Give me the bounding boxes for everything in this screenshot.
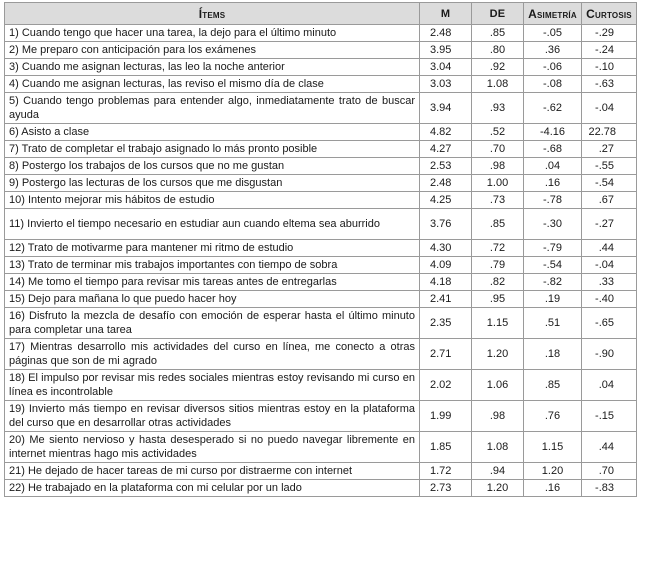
value-de: 1.15 xyxy=(472,308,524,339)
value-m: 1.72 xyxy=(420,463,472,480)
value-curtosis: -.54 xyxy=(582,175,637,192)
value-de: .82 xyxy=(472,274,524,291)
header-asimetria: Asimetría xyxy=(524,3,582,25)
value-de: .79 xyxy=(472,257,524,274)
statistics-table xyxy=(4,2,637,497)
table-row xyxy=(5,59,637,76)
value-m: 1.99 xyxy=(420,401,472,432)
value-de: .85 xyxy=(472,25,524,42)
item-text: 1) Cuando tengo que hacer una tarea, la dejo para el último minuto xyxy=(5,25,420,42)
value-curtosis: -.27 xyxy=(582,209,637,240)
value-curtosis: .67 xyxy=(582,192,637,209)
value-m: 3.03 xyxy=(420,76,472,93)
header-curtosis: Curtosis xyxy=(582,3,637,25)
value-de: .98 xyxy=(472,401,524,432)
table-row xyxy=(5,158,637,175)
value-de: .72 xyxy=(472,240,524,257)
value-m: 3.04 xyxy=(420,59,472,76)
item-text: 3) Cuando me asignan lecturas, las leo la noche anterior xyxy=(5,59,420,76)
table-row xyxy=(5,93,637,124)
value-curtosis: -.10 xyxy=(582,59,637,76)
value-de: 1.06 xyxy=(472,370,524,401)
value-asimetria: -.62 xyxy=(524,93,582,124)
table-row xyxy=(5,76,637,93)
value-m: 2.73 xyxy=(420,480,472,497)
value-de: 1.08 xyxy=(472,76,524,93)
item-text: 15) Dejo para mañana lo que puedo hacer hoy xyxy=(5,291,420,308)
value-asimetria: 1.15 xyxy=(524,432,582,463)
value-m: 3.76 xyxy=(420,209,472,240)
item-text: 13) Trato de terminar mis trabajos importantes con tiempo de sobra xyxy=(5,257,420,274)
table-row xyxy=(5,432,637,463)
value-m: 2.35 xyxy=(420,308,472,339)
value-curtosis: -.90 xyxy=(582,339,637,370)
value-asimetria: .36 xyxy=(524,42,582,59)
value-asimetria: .16 xyxy=(524,480,582,497)
value-asimetria: .51 xyxy=(524,308,582,339)
value-de: 1.00 xyxy=(472,175,524,192)
item-text: 19) Invierto más tiempo en revisar diversos sitios mientras estoy en la plataforma del curso que en desarrollar otras actividades xyxy=(5,401,420,432)
value-asimetria: -.82 xyxy=(524,274,582,291)
value-m: 2.48 xyxy=(420,175,472,192)
item-text: 20) Me siento nervioso y hasta desesperado si no puedo navegar libremente en internet mientras hago mis actividades xyxy=(5,432,420,463)
item-text: 10) Intento mejorar mis hábitos de estudio xyxy=(5,192,420,209)
value-m: 2.48 xyxy=(420,25,472,42)
value-de: .94 xyxy=(472,463,524,480)
value-m: 4.82 xyxy=(420,124,472,141)
item-text: 9) Postergo las lecturas de los cursos que me disgustan xyxy=(5,175,420,192)
item-text: 5) Cuando tengo problemas para entender algo, inmediatamente trato de buscar ayuda xyxy=(5,93,420,124)
value-m: 2.02 xyxy=(420,370,472,401)
value-curtosis: .70 xyxy=(582,463,637,480)
table-row xyxy=(5,124,637,141)
item-text: 14) Me tomo el tiempo para revisar mis tareas antes de entregarlas xyxy=(5,274,420,291)
value-curtosis: .44 xyxy=(582,432,637,463)
item-text: 12) Trato de motivarme para mantener mi ritmo de estudio xyxy=(5,240,420,257)
table-row xyxy=(5,25,637,42)
value-asimetria: .85 xyxy=(524,370,582,401)
item-text: 18) El impulso por revisar mis redes sociales mientras estoy revisando mi curso en línea es incontrolable xyxy=(5,370,420,401)
table-row xyxy=(5,339,637,370)
table-row xyxy=(5,257,637,274)
value-de: .95 xyxy=(472,291,524,308)
item-text: 2) Me preparo con anticipación para los exámenes xyxy=(5,42,420,59)
value-asimetria: 1.20 xyxy=(524,463,582,480)
value-de: 1.20 xyxy=(472,480,524,497)
table-row xyxy=(5,291,637,308)
header-items: Ítems xyxy=(5,3,420,25)
table-row xyxy=(5,141,637,158)
header-row xyxy=(5,3,637,25)
value-de: 1.08 xyxy=(472,432,524,463)
item-text: 6) Asisto a clase xyxy=(5,124,420,141)
value-de: .92 xyxy=(472,59,524,76)
value-curtosis: -.40 xyxy=(582,291,637,308)
value-de: .70 xyxy=(472,141,524,158)
value-curtosis: .33 xyxy=(582,274,637,291)
item-text: 17) Mientras desarrollo mis actividades del curso en línea, me conecto a otras páginas que son de mi agrado xyxy=(5,339,420,370)
value-m: 4.18 xyxy=(420,274,472,291)
value-asimetria: .04 xyxy=(524,158,582,175)
value-curtosis: -.04 xyxy=(582,257,637,274)
value-curtosis: -.63 xyxy=(582,76,637,93)
value-m: 2.53 xyxy=(420,158,472,175)
value-asimetria: -4.16 xyxy=(524,124,582,141)
value-curtosis: .44 xyxy=(582,240,637,257)
header-de: DE xyxy=(472,3,524,25)
item-text: 11) Invierto el tiempo necesario en estudiar aun cuando eltema sea aburrido xyxy=(5,209,420,240)
item-text: 21) He dejado de hacer tareas de mi curso por distraerme con internet xyxy=(5,463,420,480)
value-curtosis: -.55 xyxy=(582,158,637,175)
table-row xyxy=(5,192,637,209)
value-asimetria: -.30 xyxy=(524,209,582,240)
value-curtosis: .04 xyxy=(582,370,637,401)
value-asimetria: .19 xyxy=(524,291,582,308)
value-asimetria: -.06 xyxy=(524,59,582,76)
item-text: 7) Trato de completar el trabajo asignado lo más pronto posible xyxy=(5,141,420,158)
table-row xyxy=(5,480,637,497)
item-text: 22) He trabajado en la plataforma con mi celular por un lado xyxy=(5,480,420,497)
value-m: 4.09 xyxy=(420,257,472,274)
value-curtosis: .27 xyxy=(582,141,637,158)
value-m: 4.25 xyxy=(420,192,472,209)
table-row xyxy=(5,401,637,432)
table-row xyxy=(5,42,637,59)
value-de: 1.20 xyxy=(472,339,524,370)
value-m: 2.41 xyxy=(420,291,472,308)
table-row xyxy=(5,370,637,401)
value-m: 2.71 xyxy=(420,339,472,370)
value-asimetria: -.54 xyxy=(524,257,582,274)
value-de: .93 xyxy=(472,93,524,124)
value-asimetria: -.05 xyxy=(524,25,582,42)
value-curtosis: -.24 xyxy=(582,42,637,59)
value-curtosis: -.15 xyxy=(582,401,637,432)
value-asimetria: .76 xyxy=(524,401,582,432)
value-asimetria: -.68 xyxy=(524,141,582,158)
value-m: 4.30 xyxy=(420,240,472,257)
value-asimetria: -.08 xyxy=(524,76,582,93)
value-m: 3.95 xyxy=(420,42,472,59)
table-row xyxy=(5,274,637,291)
value-de: .73 xyxy=(472,192,524,209)
item-text: 4) Cuando me asignan lecturas, las reviso el mismo día de clase xyxy=(5,76,420,93)
value-asimetria: .18 xyxy=(524,339,582,370)
value-asimetria: -.78 xyxy=(524,192,582,209)
table-row xyxy=(5,209,637,240)
value-de: .85 xyxy=(472,209,524,240)
table-row xyxy=(5,308,637,339)
value-curtosis: -.04 xyxy=(582,93,637,124)
value-m: 1.85 xyxy=(420,432,472,463)
value-curtosis: -.29 xyxy=(582,25,637,42)
table-row xyxy=(5,240,637,257)
value-asimetria: -.79 xyxy=(524,240,582,257)
value-asimetria: .16 xyxy=(524,175,582,192)
item-text: 8) Postergo los trabajos de los cursos que no me gustan xyxy=(5,158,420,175)
value-m: 3.94 xyxy=(420,93,472,124)
value-curtosis: -.65 xyxy=(582,308,637,339)
value-m: 4.27 xyxy=(420,141,472,158)
header-m: M xyxy=(420,3,472,25)
table-row xyxy=(5,463,637,480)
value-de: .52 xyxy=(472,124,524,141)
value-curtosis: -.83 xyxy=(582,480,637,497)
value-curtosis: 22.78 xyxy=(582,124,637,141)
table-row xyxy=(5,175,637,192)
value-de: .98 xyxy=(472,158,524,175)
item-text: 16) Disfruto la mezcla de desafío con emoción de esperar hasta el último minuto para completar una tarea xyxy=(5,308,420,339)
value-de: .80 xyxy=(472,42,524,59)
